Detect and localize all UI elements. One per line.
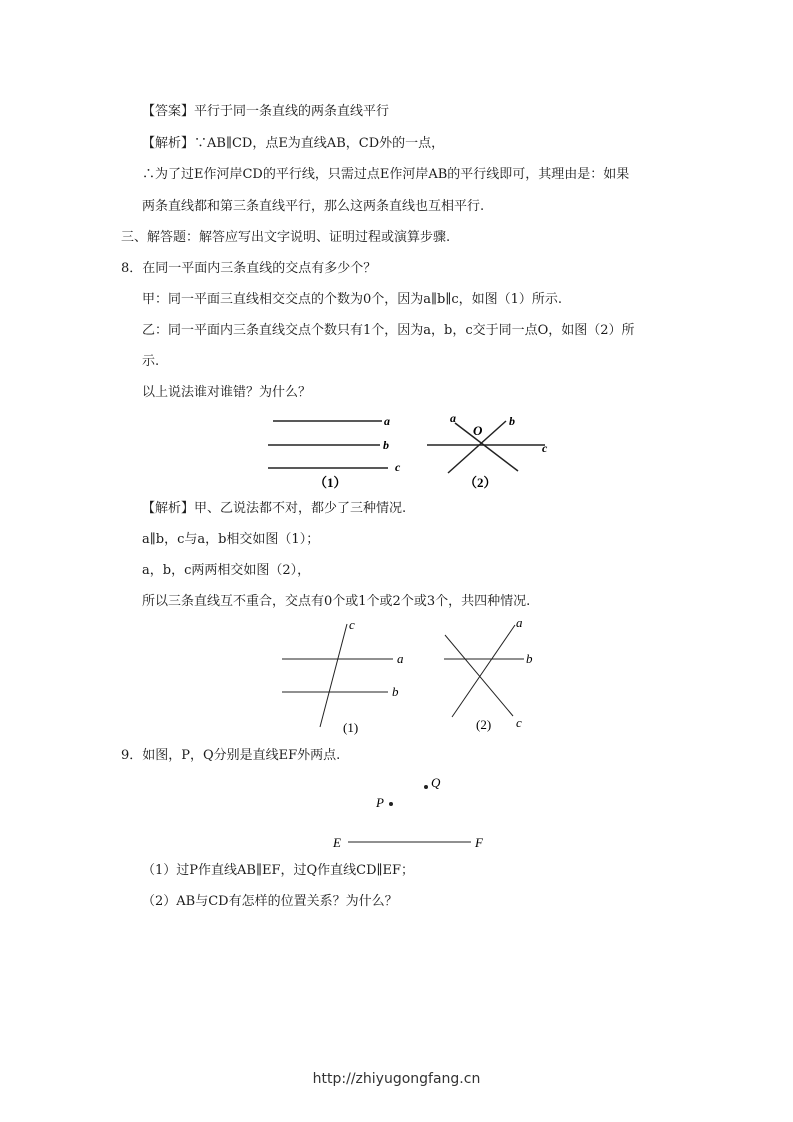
label-p: P xyxy=(376,795,384,810)
statement-yi-cont: 示. xyxy=(142,354,160,369)
case-line: a∥b，c与a，b相交如图（1）； xyxy=(142,532,320,547)
conclusion-line: 所以三条直线互不重合，交点有0个或1个或2个或3个，共四种情况. xyxy=(142,594,531,609)
caption-1: (1) xyxy=(343,720,359,735)
statement-yi: 乙：同一平面内三条直线交点个数只有1个，因为a，b，c交于同一点O，如图（2）所 xyxy=(142,323,635,338)
label-a: a xyxy=(450,411,456,425)
label-c: c xyxy=(516,715,522,730)
question-9: 9．如图，P，Q分别是直线EF外两点. xyxy=(121,748,341,763)
analysis-line: 【解析】∵AB∥CD，点E为直线AB，CD外的一点， xyxy=(142,136,445,151)
caption-2: （2） xyxy=(464,475,497,490)
analysis-line: 【解析】甲、乙说法都不对，都少了三种情况. xyxy=(142,501,407,516)
label-c: c xyxy=(542,441,548,455)
label-e: E xyxy=(333,835,341,850)
sub-question-1: （1）过P作直线AB∥EF，过Q作直线CD∥EF； xyxy=(142,863,415,878)
label-c: c xyxy=(349,617,355,632)
question-8: 8．在同一平面内三条直线的交点有多少个？ xyxy=(121,261,377,276)
label-b: b xyxy=(392,684,399,699)
label-c: c xyxy=(395,460,401,474)
caption-1: （1） xyxy=(314,475,347,490)
label-a: a xyxy=(397,651,404,666)
section-heading: 三、解答题：解答应写出文字说明、证明过程或演算步骤. xyxy=(121,230,451,245)
case-line: a，b，c两两相交如图（2）， xyxy=(142,563,311,578)
analysis-line: ∴为了过E作河岸CD的平行线，只需过点E作河岸AB的平行线即可，其理由是：如果 xyxy=(142,167,630,182)
label-a: a xyxy=(384,414,390,428)
footer-url[interactable]: http://zhiyugongfang.cn xyxy=(312,1071,481,1087)
sub-question-2: （2）AB与CD有怎样的位置关系？为什么？ xyxy=(142,894,398,909)
label-b: b xyxy=(526,651,533,666)
caption-2: (2) xyxy=(476,717,492,732)
statement-jia: 甲：同一平面三直线相交交点的个数为0个，因为a∥b∥c，如图（1）所示. xyxy=(142,292,563,307)
question-prompt: 以上说法谁对谁错？为什么？ xyxy=(142,385,312,400)
figure-analysis xyxy=(270,612,560,742)
answer-line: 【答案】平行于同一条直线的两条直线平行 xyxy=(142,104,390,119)
label-f: F xyxy=(475,835,483,850)
label-a: a xyxy=(516,615,523,630)
figure-q9 xyxy=(328,773,498,858)
label-q: Q xyxy=(431,775,441,790)
label-b: b xyxy=(383,438,389,452)
label-b: b xyxy=(509,414,515,428)
analysis-line: 两条直线都和第三条直线平行，那么这两条直线也互相平行. xyxy=(142,199,485,214)
figure-q8 xyxy=(260,405,560,495)
label-o: O xyxy=(473,423,483,438)
